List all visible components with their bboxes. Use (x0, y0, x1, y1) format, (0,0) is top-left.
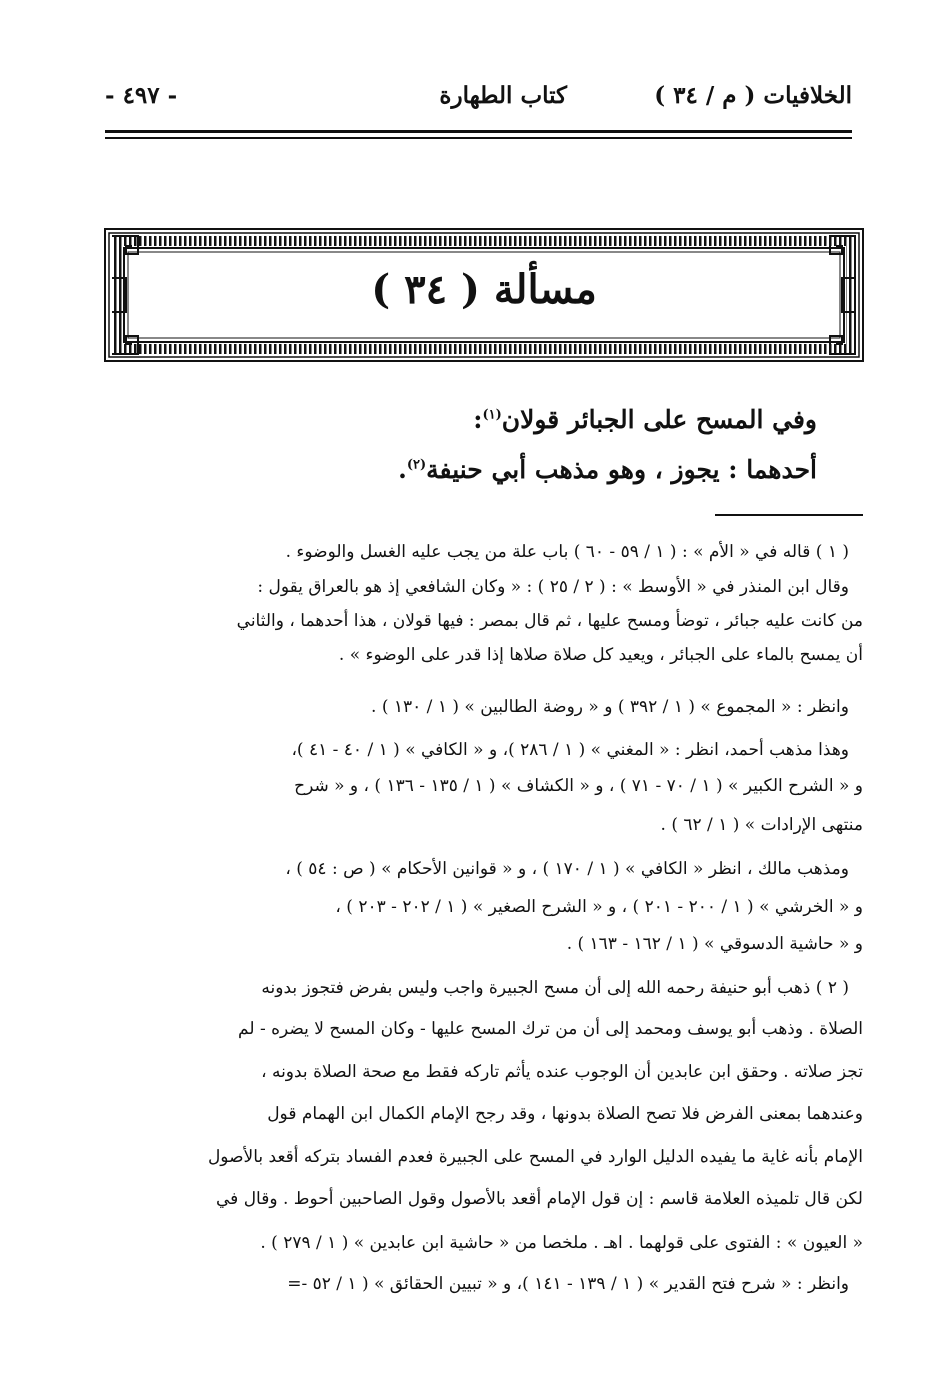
footnote-ref-2: (٢) (406, 457, 427, 473)
issue-title: مسألة ( ٣٤ ) (371, 266, 597, 313)
main-text-punct: : (473, 405, 483, 434)
footnote-line: منتهى الإرادات » ( ١ / ٦٢ ) . (660, 815, 863, 835)
footnote-line: و « الخرشي » ( ١ / ٢٠٠ - ٢٠١ ) ، و « الشرح الصغير » ( ١ / ٢٠٢ - ٢٠٣ ) ، (335, 897, 863, 917)
footnote-line: وعندهما بمعنى الفرض فلا تصح الصلاة بدونها ، وقد رجح الإمام الكمال ابن الهمام قول (267, 1104, 863, 1124)
footnote-line: من كانت عليه جبائر ، توضأ ومسح عليها ، ثم قال بمصر : فيها قولان ، هذا أحدهما ، والثاني (236, 611, 863, 631)
footnote-line: أن يمسح بالماء على الجبائر ، ويعيد كل صلاة صلاها إذا قدر على الوضوء » . (338, 645, 863, 665)
footnote-line: و « الشرح الكبير » ( ١ / ٧٠ - ٧١ ) ، و « الكشاف » ( ١ / ١٣٥ - ١٣٦ ) ، و « شرح (294, 776, 863, 796)
footnote-line: « العيون » : الفتوى على قولهما . اهـ . ملخصا من « حاشية ابن عابدين » ( ١ / ٢٧٩ ) . (260, 1233, 863, 1253)
footnote-line: وانظر : « المجموع » ( ١ / ٣٩٢ ) و « روضة الطالبين » ( ١ / ١٣٠ ) . (371, 697, 849, 717)
ornamental-title-frame (104, 228, 864, 362)
footnote-line: و « حاشية الدسوقي » ( ١ / ١٦٢ - ١٦٣ ) . (566, 934, 863, 954)
page-number: - ٤٩٧ - (105, 82, 178, 109)
header-book-title: كتاب الطهارة (439, 82, 567, 109)
main-text-punct: . (398, 455, 407, 484)
running-header (105, 82, 852, 122)
footnote-line: وقال ابن المنذر في « الأوسط » : ( ٢ / ٢٥ ) : « وكان الشافعي إذ هو بالعراق يقول : (257, 577, 849, 597)
main-text-line-2 (100, 455, 817, 484)
header-section-title: الخلافيات ( م / ٣٤ ) (654, 82, 852, 109)
footnote-line: الإمام بأنه غاية ما يفيده الدليل الوارد في المسح على الجبيرة فعدم الفساد بتركه أقعد بالأصول (207, 1147, 863, 1167)
footnote-line: ( ٢ ) ذهب أبو حنيفة رحمه الله إلى أن مسح الجبيرة واجب وليس بفرض فتجوز بدونه (261, 978, 849, 998)
footnote-line: وانظر : « شرح فتح القدير » ( ١ / ١٣٩ - ١٤١ )، و « تبيين الحقائق » ( ١ / ٥٢ -= (287, 1274, 849, 1294)
footnote-line: ومذهب مالك ، انظر « الكافي » ( ١ / ١٧٠ ) ، و « قوانين الأحكام » ( ص : ٥٤ ) ، (285, 859, 849, 879)
footnote-line: تجز صلاته . وحقق ابن عابدين أن الوجوب عنده يأثم تاركه فقط مع صحة الصلاة بدونه ، (261, 1062, 863, 1082)
main-text-line-1 (100, 405, 817, 434)
main-text: وفي المسح على الجبائر قولان (501, 405, 817, 434)
footnote-line: ( ١ ) قاله في « الأم » : ( ١ / ٥٩ - ٦٠ ) باب علة من يجب عليه الغسل والوضوء . (285, 542, 849, 562)
header-rule-thick (105, 130, 852, 133)
footnote-ref-1: (١) (482, 407, 502, 423)
main-text: أحدهما : يجوز ، وهو مذهب أبي حنيفة (426, 455, 817, 484)
footnote-line: الصلاة . وذهب أبو يوسف ومحمد إلى أن من ترك المسح عليها - وكان المسح لا يضره - لم (238, 1019, 863, 1039)
header-rule-thin (105, 137, 852, 139)
footnote-line: لكن قال تلميذه العلامة قاسم : إن قول الإمام أقعد بالأصول وقول الصاحبين أحوط . وقال في (216, 1189, 863, 1209)
footnote-separator (715, 514, 863, 516)
footnote-line: وهذا مذهب أحمد، انظر : « المغني » ( ١ / ٢٨٦ )، و « الكافي » ( ١ / ٤٠ - ٤١ )، (291, 740, 849, 760)
